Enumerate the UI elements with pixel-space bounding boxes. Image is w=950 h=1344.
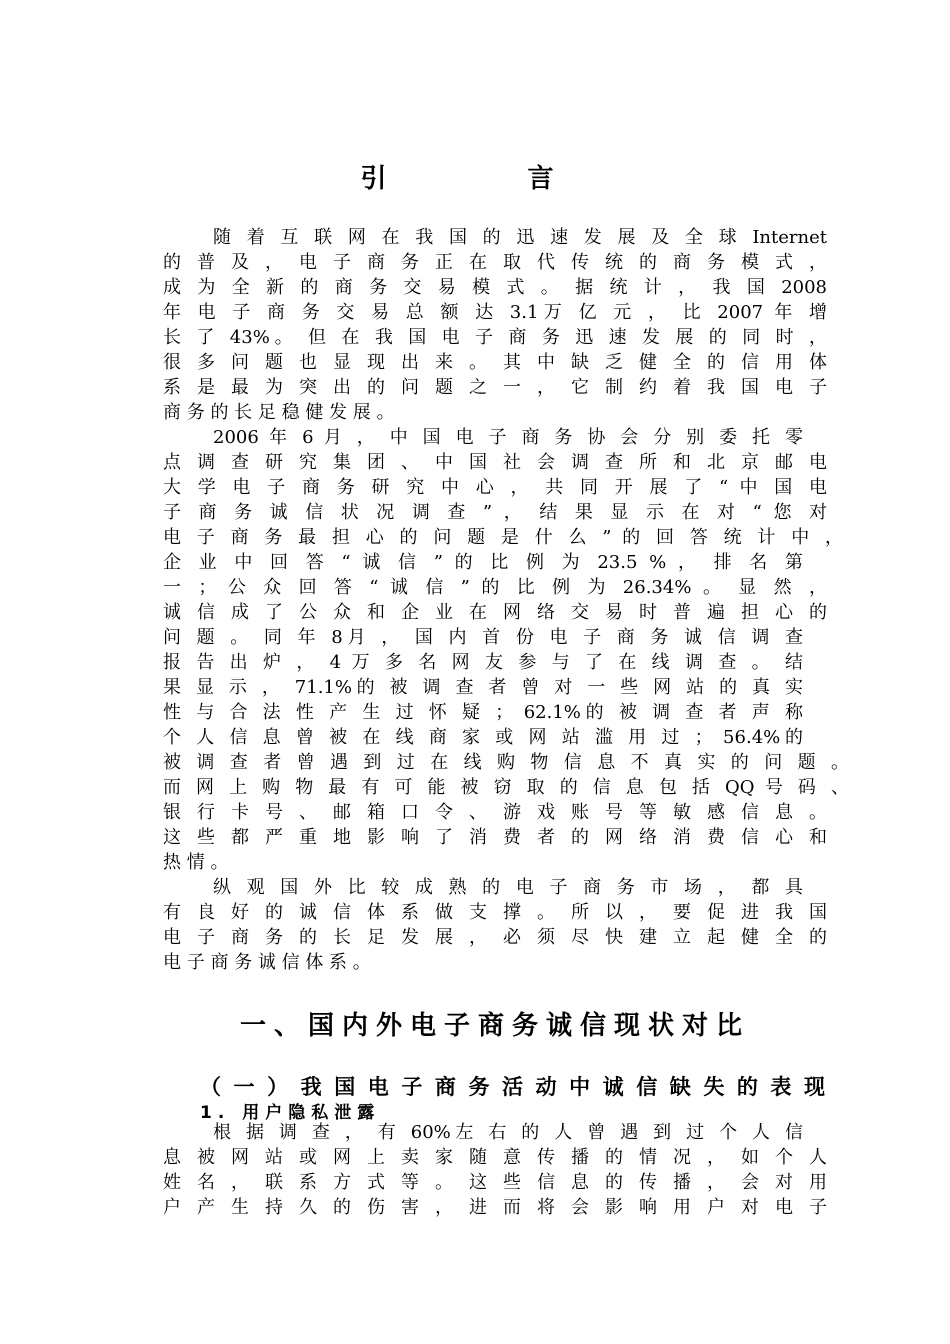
text-line: 大 学 电 子 商 务 研 究 中 心 ， 共 同 开 展 了 “ 中 国 电 (163, 477, 827, 498)
text-line: 很 多 问 题 也 显 现 出 来 。 其 中 缺 乏 健 全 的 信 用 体 (163, 352, 827, 373)
text-line: 这 些 都 严 重 地 影 响 了 消 费 者 的 网 络 消 费 信 心 和 (163, 827, 827, 848)
text-line: 电 子 商 务 最 担 心 的 问 题 是 什 么 ” 的 回 答 统 计 中 ， (163, 527, 843, 548)
text-line: 随 着 互 联 网 在 我 国 的 迅 速 发 展 及 全 球 Internet (213, 227, 827, 248)
intro-title: 引 言 (360, 164, 620, 194)
section-heading: （ 一 ） 我 国 电 子 商 务 活 动 中 诚 信 缺 失 的 表 现 (200, 1075, 825, 1099)
text-line: 子 商 务 诚 信 状 况 调 查 ” ， 结 果 显 示 在 对 “ 您 对 (163, 502, 827, 523)
text-line: 报 告 出 炉 ， 4 万 多 名 网 友 参 与 了 在 线 调 查 。 结 (163, 652, 803, 673)
text-line: 姓 名 ， 联 系 方 式 等 。 这 些 信 息 的 传 播 ， 会 对 用 (163, 1172, 827, 1193)
text-line: 有 良 好 的 诚 信 体 系 做 支 撑 。 所 以 ， 要 促 进 我 国 (163, 902, 827, 923)
text-line: 电 子 商 务 诚 信 体 系 。 (163, 952, 371, 973)
text-line: 而 网 上 购 物 最 有 可 能 被 窃 取 的 信 息 包 括 QQ 号 码 、 (163, 777, 849, 798)
text-line: 电 子 商 务 的 长 足 发 展 ， 必 须 尽 快 建 立 起 健 全 的 (163, 927, 827, 948)
text-line: 诚 信 成 了 公 众 和 企 业 在 网 络 交 易 时 普 遍 担 心 的 (163, 602, 827, 623)
text-line: 一 ； 公 众 回 答 “ 诚 信 ” 的 比 例 为 26.34% 。 显 然 ， (163, 577, 827, 598)
text-line: 长 了 43%。 但 在 我 国 电 子 商 务 迅 速 发 展 的 同 时 ， (163, 327, 827, 348)
text-line: 成 为 全 新 的 商 务 交 易 模 式 。 据 统 计 ， 我 国 2008 (163, 277, 828, 298)
text-line: 个 人 信 息 曾 被 在 线 商 家 或 网 站 滥 用 过 ； 56.4%的 (163, 727, 803, 748)
text-line: 2006 年 6 月 ， 中 国 电 子 商 务 协 会 分 别 委 托 零 (213, 427, 803, 448)
text-line: 果 显 示 ， 71.1%的 被 调 查 者 曾 对 一 些 网 站 的 真 实 (163, 677, 803, 698)
text-line: 热 情 。 (163, 852, 229, 873)
text-line: 点 调 查 研 究 集 团 、 中 国 社 会 调 查 所 和 北 京 邮 电 (163, 452, 827, 473)
text-line: 银 行 卡 号 、 邮 箱 口 令 、 游 戏 账 号 等 敏 感 信 息 。 (163, 802, 827, 823)
text-line: 息 被 网 站 或 网 上 卖 家 随 意 传 播 的 情 况 ， 如 个 人 (163, 1147, 827, 1168)
text-line: 系 是 最 为 突 出 的 问 题 之 一 ， 它 制 约 着 我 国 电 子 (163, 377, 827, 398)
chapter-heading: 一、国内外电子商务诚信现状对比 (239, 1011, 750, 1041)
text-line: 问 题 。 同 年 8月 ， 国 内 首 份 电 子 商 务 诚 信 调 查 (163, 627, 803, 648)
text-line: 根 据 调 查 ， 有 60%左 右 的 人 曾 遇 到 过 个 人 信 (213, 1122, 803, 1143)
text-line: 企 业 中 回 答 “ 诚 信 ” 的 比 例 为 23.5 % ， 排 名 第 (163, 552, 803, 573)
subsection-heading: 1. 用户隐私泄露 (200, 1103, 381, 1123)
text-line: 年 电 子 商 务 交 易 总 额 达 3.1万 亿 元 ， 比 2007 年 增 (163, 302, 827, 323)
text-line: 性 与 合 法 性 产 生 过 怀 疑 ； 62.1%的 被 调 查 者 声 称 (163, 702, 803, 723)
text-line: 商 务 的 长 足 稳 健 发 展 。 (163, 402, 395, 423)
text-line: 户 产 生 持 久 的 伤 害 ， 进 而 将 会 影 响 用 户 对 电 子 (163, 1197, 827, 1218)
text-line: 纵 观 国 外 比 较 成 熟 的 电 子 商 务 市 场 ， 都 具 (213, 877, 803, 898)
text-line: 被 调 查 者 曾 遇 到 过 在 线 购 物 信 息 不 真 实 的 问 题 。 (163, 752, 849, 773)
text-line: 的 普 及 ， 电 子 商 务 正 在 取 代 传 统 的 商 务 模 式 ， (163, 252, 827, 273)
